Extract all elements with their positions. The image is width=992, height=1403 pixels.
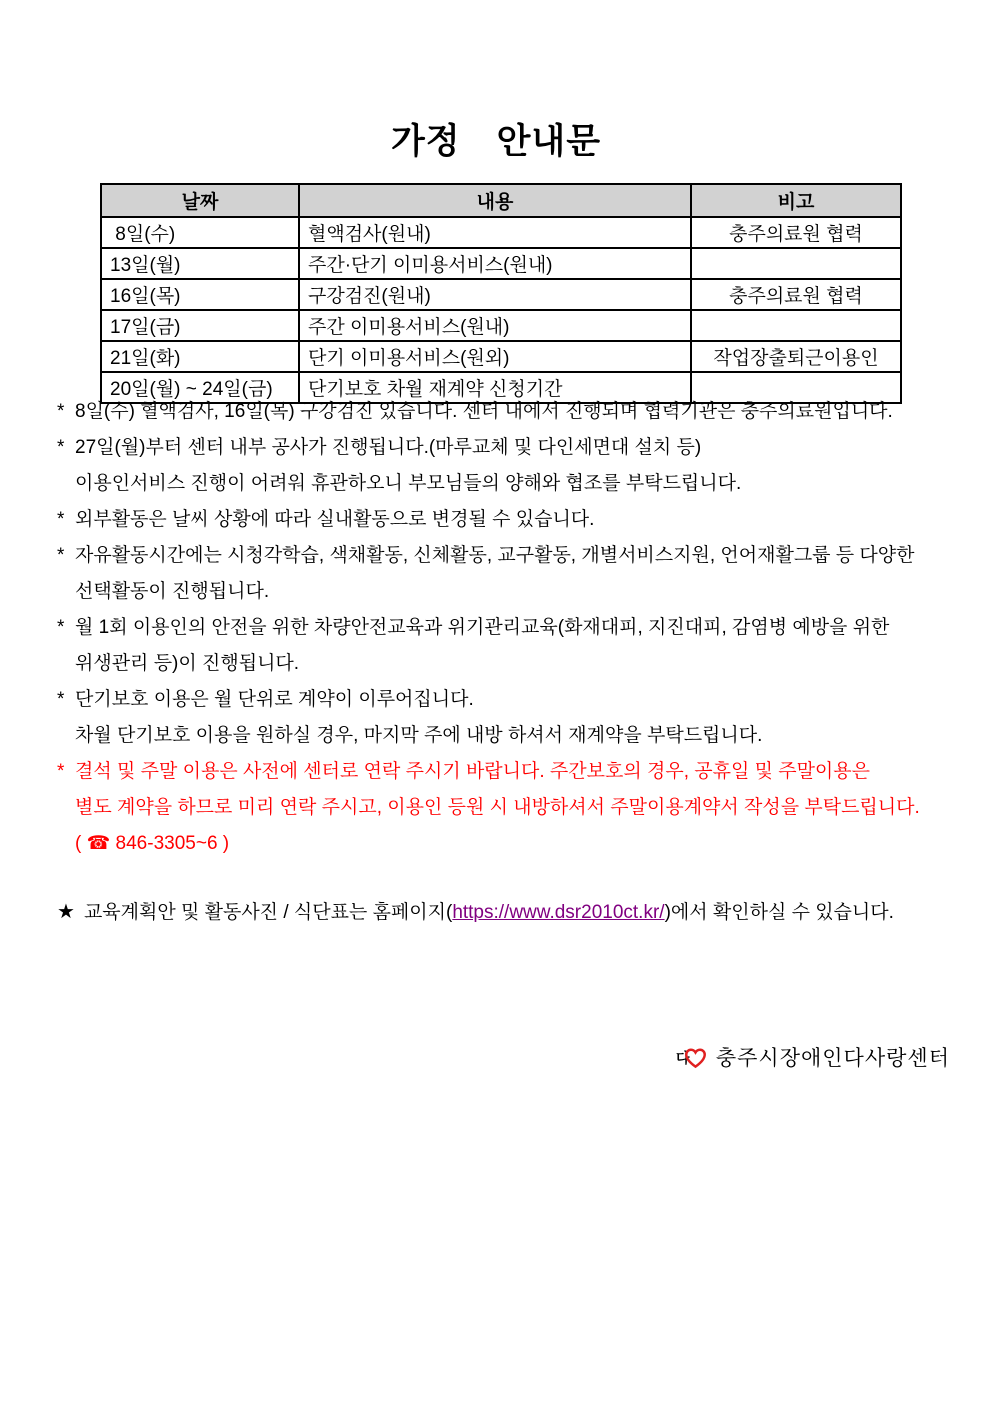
homepage-text-before: 교육계획안 및 활동사진 / 식단표는 홈페이지( (83, 902, 453, 923)
notice-item (57, 430, 967, 502)
notice-line: 선택활동이 진행됩니다. (75, 581, 270, 602)
org-signature (0, 1042, 950, 1072)
notice-line: 8일(수) 혈액검사, 16일(목) 구강검진 있습니다. 센터 내에서 진행되며 협력기관은 충주의료원입니다. (75, 401, 893, 422)
bullet-marker: * (57, 401, 65, 422)
content-cell: 주간 이미용서비스(원내) (299, 310, 691, 341)
bullet-marker: * (57, 437, 65, 458)
bullet-marker: * (57, 689, 65, 710)
bullet-marker: * (57, 617, 65, 638)
notice-list (57, 394, 967, 862)
content-cell: 주간·단기 이미용서비스(원내) (299, 248, 691, 279)
table-row (101, 217, 901, 248)
remark-cell: 충주의료원 협력 (691, 217, 901, 248)
notice-line: 차월 단기보호 이용을 원하실 경우, 마지막 주에 내방 하셔서 재계약을 부탁드립니다. (75, 725, 763, 746)
col-header-date: 날짜 (101, 184, 299, 217)
bullet-marker: * (57, 761, 65, 782)
col-header-remark: 비고 (691, 184, 901, 217)
notice-item (57, 394, 967, 430)
remark-cell: 충주의료원 협력 (691, 279, 901, 310)
date-cell: 8일(수) (101, 217, 299, 248)
schedule-table (100, 183, 902, 404)
date-cell: 17일(금) (101, 310, 299, 341)
table-row (101, 341, 901, 372)
notice-item (57, 502, 967, 538)
notice-item-important (57, 754, 967, 862)
remark-cell: 작업장출퇴근이용인 (691, 341, 901, 372)
table-row (101, 310, 901, 341)
col-header-content: 내용 (299, 184, 691, 217)
content-cell: 단기 이미용서비스(원외) (299, 341, 691, 372)
remark-cell (691, 310, 901, 341)
notice-item (57, 682, 967, 754)
date-cell: 20일(월) ~ 24일(금) (101, 372, 299, 403)
bullet-marker: * (57, 509, 65, 530)
notice-line: 이용인서비스 진행이 어려워 휴관하오니 부모님들의 양해와 협조를 부탁드립니다. (75, 473, 742, 494)
notice-line: 단기보호 이용은 월 단위로 계약이 이루어집니다. (75, 689, 474, 710)
notice-line: 위생관리 등)이 진행됩니다. (75, 653, 300, 674)
date-cell: 16일(목) (101, 279, 299, 310)
table-row (101, 248, 901, 279)
content-cell: 혈액검사(원내) (299, 217, 691, 248)
notice-line: 별도 계약을 하므로 미리 연락 주시고, 이용인 등원 시 내방하셔서 주말이용계약서 작성을 부탁드립니다. (75, 797, 920, 818)
table-row (101, 279, 901, 310)
homepage-text-after: )에서 확인하실 수 있습니다. (664, 902, 894, 923)
notice-line: 외부활동은 날씨 상황에 따라 실내활동으로 변경될 수 있습니다. (75, 509, 595, 530)
logo-character: 다 (676, 1050, 690, 1066)
phone-number-line: ( ☎ 846-3305~6 ) (75, 833, 230, 854)
org-name: 충주시장애인다사랑센터 (715, 1047, 950, 1070)
homepage-note (57, 897, 894, 928)
heart-icon (682, 1043, 709, 1070)
org-logo (676, 1043, 709, 1070)
date-cell: 21일(화) (101, 341, 299, 372)
remark-cell (691, 248, 901, 279)
date-cell: 13일(월) (101, 248, 299, 279)
bullet-marker: * (57, 545, 65, 566)
content-cell: 단기보호 차월 재계약 신청기간 (299, 372, 691, 403)
notice-line: 결석 및 주말 이용은 사전에 센터로 연락 주시기 바랍니다. 주간보호의 경우, 공휴일 및 주말이용은 (75, 761, 870, 782)
table-header-row (101, 184, 901, 217)
notice-item (57, 538, 967, 610)
notice-line: 월 1회 이용인의 안전을 위한 차량안전교육과 위기관리교육(화재대피, 지진대피, 감염병 예방을 위한 (75, 617, 890, 638)
notice-line: 자유활동시간에는 시청각학습, 색채활동, 신체활동, 교구활동, 개별서비스지원, 언어재활그룹 등 다양한 (75, 545, 915, 566)
notice-line: 27일(월)부터 센터 내부 공사가 진행됩니다.(마루교체 및 다인세면대 설치 등) (75, 437, 702, 458)
star-marker: ★ (57, 901, 75, 923)
notice-item (57, 610, 967, 682)
page-title: 가정 안내문 (390, 122, 602, 161)
homepage-link[interactable]: https://www.dsr2010ct.kr/ (452, 902, 665, 923)
content-cell: 구강검진(원내) (299, 279, 691, 310)
